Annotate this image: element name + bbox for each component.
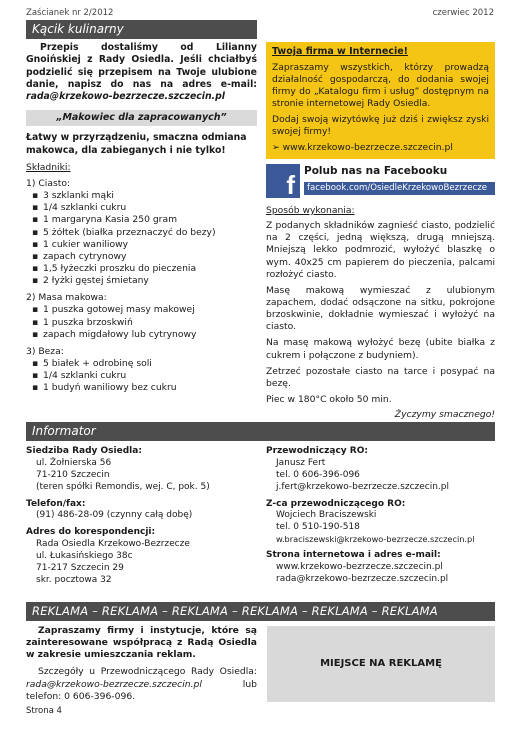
info-heading: Siedziba Rady Osiedla:	[26, 446, 142, 456]
method-paragraph: Na masę makową wyłożyć bezę (ubite białka z cukrem i połączone z budyniem).	[266, 337, 495, 361]
list-item: ▪ 1 margaryna Kasia 250 gram	[32, 214, 257, 226]
firm-promo-box	[266, 42, 495, 159]
info-line: (teren spółki Remondis, wej. C, pok. 5)	[36, 481, 210, 492]
recipe-column	[26, 42, 257, 394]
recipe-intro: Przepis dostaliśmy od Lilianny Gnoińskiej z Rady Osiedla. Jeśli chciałbyś podzielić się przepisem na Twoje ulubione danie, napisz do nas na adres e-mail: rada@krzekowo-bezrzecze.szczecin.pl	[26, 42, 257, 103]
info-line: ul. Żołnierska 56	[36, 457, 112, 468]
info-email[interactable]: rada@krzekowo-bezrzecze.szczecin.pl	[276, 573, 449, 584]
info-line: 71-217 Szczecin 29	[36, 562, 124, 573]
ingredient-list	[32, 190, 257, 287]
list-item: ▪ 1 budyń waniliowy bez cukru	[32, 382, 257, 394]
facebook-url[interactable]: facebook.com/OsiedleKrzekowoBezrzecze	[304, 182, 495, 195]
arrow-right-icon: ➢	[272, 142, 280, 154]
reklama-contact: Szczegóły u Przewodniczącego Rady Osiedla: rada@krzekowo-bezrzecze.szczecin.pl lub telefon: 0 606-396-096.	[26, 666, 257, 702]
recipe-lead: Łatwy w przyrządzeniu, smaczna odmiana makowca, dla zabieganych i nie tylko!	[26, 132, 247, 156]
firm-promo-link[interactable]	[272, 142, 489, 154]
info-heading: Przewodniczący RO:	[266, 446, 368, 456]
list-item: ▪ 1 cukier waniliowy	[32, 239, 257, 251]
recipe-title: „Makowiec dla zapracowanych”	[26, 110, 257, 127]
facebook-box[interactable]	[266, 164, 495, 198]
method-paragraph: Masę makową wymieszać z ulubionym zapachem, dodać odsączone na sitku, pokrojone brzoskwinie, dokładnie wymieszać i wyłożyć na ciasto.	[266, 284, 495, 333]
info-line: tel. 0 606-396-096	[276, 469, 360, 480]
page-header	[26, 8, 494, 20]
informator-left	[26, 446, 256, 587]
info-line: skr. pocztowa 32	[36, 574, 112, 585]
list-item: ▪ 2 łyżki gęstej śmietany	[32, 275, 257, 287]
list-item: ▪ 3 szklanki mąki	[32, 190, 257, 202]
list-item: ▪ 1 puszka brzoskwiń	[32, 317, 257, 329]
intro-email: rada@krzekowo-bezrzecze.szczecin.pl	[26, 91, 225, 103]
list-item: ▪ zapach cytrynowy	[32, 251, 257, 263]
list-item: ▪ zapach migdałowy lub cytrynowy	[32, 329, 257, 341]
ingredient-list	[32, 358, 257, 394]
ad-placeholder: MIEJSCE NA REKLAMĘ	[267, 626, 495, 702]
info-line: Rada Osiedla Krzekowo-Bezrzecze	[36, 539, 190, 550]
method-paragraph: Piec w 180°C około 50 min.	[266, 393, 392, 405]
informator-right	[266, 446, 496, 586]
section-title-informator: Informator	[26, 422, 495, 441]
list-item: ▪ 5 białek + odrobinę soli	[32, 358, 257, 370]
list-item: ▪ 1/4 szklanki cukru	[32, 202, 257, 214]
info-line: 71-210 Szczecin	[36, 469, 110, 480]
info-line: tel. 0 510-190-518	[276, 522, 360, 533]
issue-label: Zaścianek nr 2/2012	[26, 8, 114, 19]
ingredient-section-beza	[26, 346, 257, 395]
list-item: ▪ 1 puszka gotowej masy makowej	[32, 304, 257, 316]
method-paragraph: Z podanych składników zagnieść ciasto, podzielić na 2 części, jedną większą, drugą mniejszą. Mniejszą lekko podmrozić, wyłożyć blaszkę o wym. 40x25 cm papierem do pieczenia, palcami rozłożyć ciasto.	[266, 220, 495, 280]
facebook-icon: f	[266, 164, 300, 198]
reklama-invite: Zapraszamy firmy i instytucje, które są zainteresowane współpracą z Radą Osiedla w zakresie umieszczania reklam.	[26, 625, 257, 661]
list-item: ▪ 1/4 szklanki cukru	[32, 370, 257, 382]
firm-promo-cta: Dodaj swoją wizytówkę już dziś i zwiększ zyski swojej firmy!	[272, 114, 489, 138]
reklama-email[interactable]: rada@krzekowo-bezrzecze.szczecin.pl	[26, 678, 202, 690]
method-section	[266, 205, 495, 421]
right-column	[266, 42, 495, 421]
ingredients-label: Składniki:	[26, 161, 71, 173]
ingredient-section-masa	[26, 292, 257, 341]
section-heading: 3) Beza:	[26, 345, 64, 357]
page-number: Strona 4	[26, 706, 62, 716]
ingredient-section-ciasto	[26, 178, 257, 287]
method-paragraph: Zetrzeć pozostałe ciasto na tarce i posypać na bezę.	[266, 365, 495, 389]
firm-promo-title: Twoja firma w Internecie!	[272, 46, 408, 57]
info-line: (91) 486-28-09 (czynny całą dobę)	[36, 510, 193, 521]
info-line: ul. Łukasińskiego 38c	[36, 551, 133, 561]
info-line: Janusz Fert	[276, 457, 326, 468]
info-heading: Z-ca przewodniczącego RO:	[266, 498, 406, 509]
info-heading: Telefon/fax:	[26, 498, 86, 509]
method-label: Sposób wykonania:	[266, 205, 355, 216]
list-item: ▪ 5 żółtek (białka przeznaczyć do bezy)	[32, 227, 257, 239]
info-heading: Strona internetowa i adres e-mail:	[266, 549, 441, 560]
facebook-title: Polub nas na Facebooku	[304, 165, 448, 177]
list-item: ▪ 1,5 łyżeczki proszku do pieczenia	[32, 263, 257, 275]
info-line: Wojciech Braciszewski	[276, 510, 377, 521]
firm-promo-text: Zapraszamy wszystkich, którzy prowadzą działalność gospodarczą, do dodania swojej firmy do „Katalogu firm i usług” dostępnym na stronie internetowej Rady Osiedla.	[272, 61, 489, 109]
info-website[interactable]: www.krzekowo-bezrzecze.szczecin.pl	[276, 561, 443, 572]
reklama-text	[26, 625, 257, 703]
ingredient-list	[32, 304, 257, 340]
reklama-banner: REKLAMA – REKLAMA – REKLAMA – REKLAMA – REKLAMA – REKLAMA	[26, 602, 495, 621]
issue-date: czerwiec 2012	[432, 8, 494, 19]
info-heading: Adres do korespondencji:	[26, 527, 156, 538]
closing-line: Życzymy smacznego!	[394, 409, 495, 421]
section-heading: 1) Ciasto:	[26, 178, 71, 189]
firm-url[interactable]: www.krzekowo-bezrzecze.szczecin.pl	[282, 142, 453, 154]
info-email[interactable]: j.fert@krzekowo-bezrzecze.szczecin.pl	[276, 481, 450, 492]
info-email[interactable]: w.braciszewski@krzekowo-bezrzecze.szczecin.pl	[276, 534, 475, 545]
section-heading: 2) Masa makowa:	[26, 292, 107, 304]
section-title-kacik: Kącik kulinarny	[26, 20, 257, 39]
